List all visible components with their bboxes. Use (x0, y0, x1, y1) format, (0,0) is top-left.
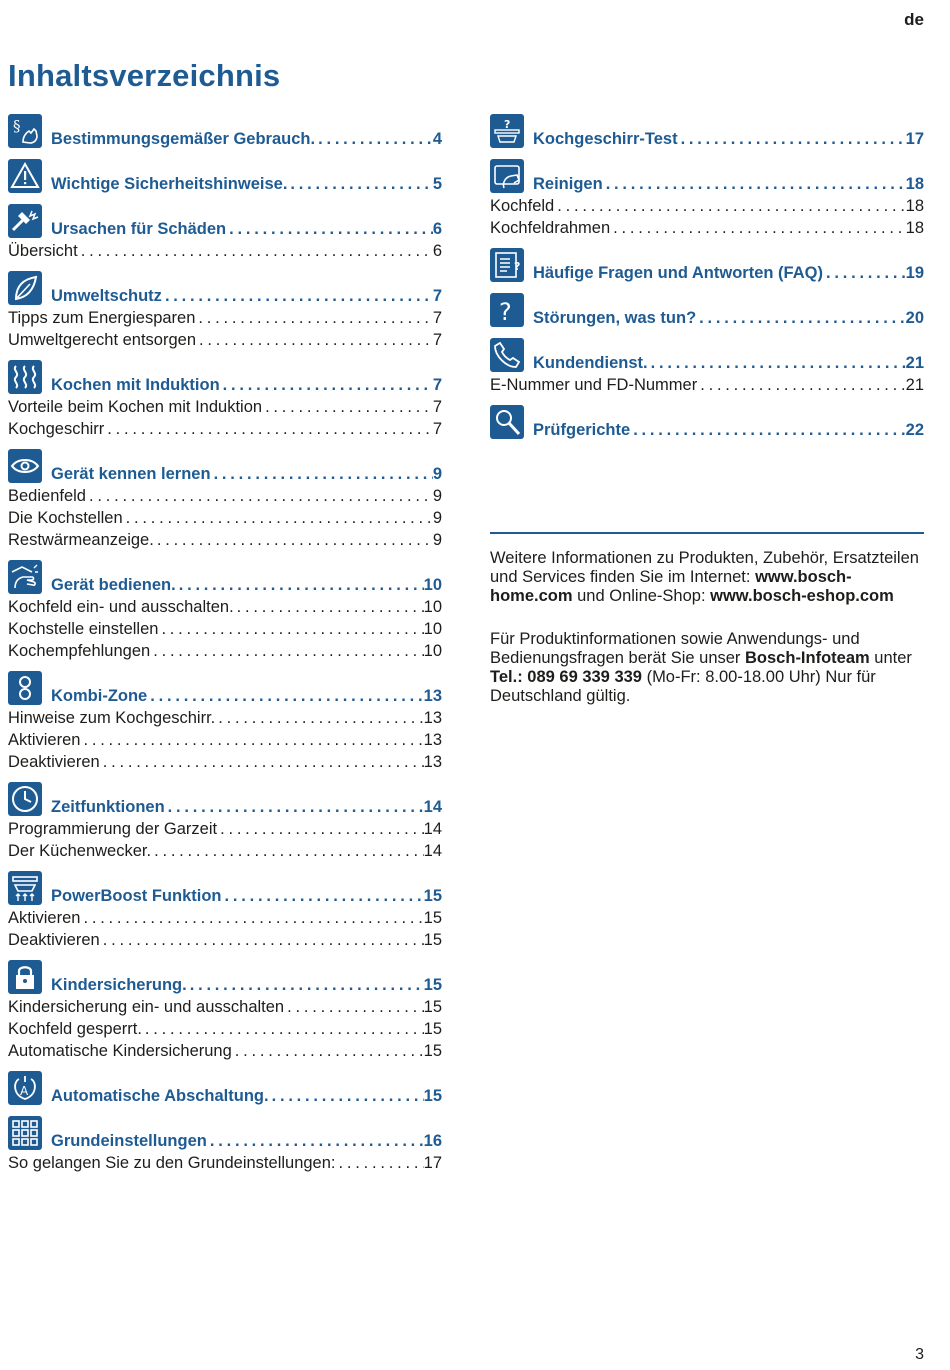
toc-subentry[interactable] (8, 730, 442, 750)
page-ref: 21 (905, 354, 924, 372)
page-ref: 14 (423, 842, 442, 860)
page-ref: 18 (905, 219, 924, 237)
leader-dots (154, 530, 433, 550)
leader-dots (147, 686, 423, 706)
page-ref: 14 (423, 798, 442, 816)
toc-subentry[interactable] (8, 930, 442, 950)
page-ref: 10 (423, 598, 442, 616)
section-title-line[interactable] (51, 286, 442, 306)
page-ref: 10 (423, 620, 442, 638)
leader-dots (284, 997, 424, 1017)
page-ref: 9 (432, 509, 442, 527)
info-under-text: unter (869, 649, 912, 667)
page-ref: 13 (423, 709, 442, 727)
entry-label: Grundeinstellungen (51, 1132, 207, 1150)
toc-subentry[interactable] (8, 397, 442, 417)
hotline-phone: Tel.: 089 69 339 339 (490, 668, 642, 686)
entry-label: Reinigen (533, 175, 603, 193)
page-ref: 9 (432, 487, 442, 505)
lock-icon (8, 960, 42, 994)
entry-label: Deaktivieren (8, 931, 100, 949)
page-ref: 9 (432, 465, 442, 483)
leader-dots (142, 1019, 424, 1039)
page-ref: 19 (905, 264, 924, 282)
page-ref: 15 (423, 1087, 442, 1105)
entry-label: Bedienfeld (8, 487, 86, 505)
info-divider (490, 532, 924, 534)
svg-text:?: ? (504, 118, 511, 131)
auto-off-icon (8, 1071, 42, 1105)
section-hand-icon (8, 114, 42, 148)
section-title-line[interactable] (533, 263, 924, 283)
leader-dots (162, 286, 433, 306)
entry-label: Kochempfehlungen (8, 642, 151, 660)
leader-dots (678, 129, 906, 149)
svg-text:§: § (13, 117, 21, 135)
page-ref: 7 (432, 331, 442, 349)
entry-label: Hinweise zum Kochgeschirr. (8, 709, 216, 727)
leader-dots (158, 619, 423, 639)
info-hours-text: (Mo-Fr: 8.00-18.00 Uhr) Nur für Deutschland gültig. (490, 668, 876, 705)
section-title-line[interactable] (51, 575, 442, 595)
clock-icon (8, 782, 42, 816)
page-ref: 15 (423, 976, 442, 994)
page-ref: 6 (432, 220, 442, 238)
entry-label: Umweltschutz (51, 287, 162, 305)
page-ref: 15 (423, 887, 442, 905)
entry-label: Zeitfunktionen (51, 798, 165, 816)
section-title-line[interactable] (51, 797, 442, 817)
section-title-line[interactable] (51, 129, 442, 149)
entry-label: Prüfgerichte (533, 421, 631, 439)
magnifier-icon (490, 405, 524, 439)
page-ref: 21 (905, 376, 924, 394)
page-ref: 10 (423, 576, 442, 594)
toc-section[interactable] (8, 358, 442, 394)
section-title-line[interactable] (51, 1086, 442, 1106)
entry-label: Aktivieren (8, 909, 81, 927)
entry-label: So gelangen Sie zu den Grundeinstellungen: (8, 1154, 336, 1172)
toc-subentry[interactable] (8, 530, 442, 550)
info-web-text: Weitere Informationen zu Produkten, Zubehör, Ersatzteilen und Services finden Sie im Internet: (490, 549, 919, 586)
entry-label: Aktivieren (8, 731, 81, 749)
toc-section[interactable] (8, 202, 442, 238)
page-title: Inhaltsverzeichnis (8, 58, 281, 93)
leader-dots (603, 174, 906, 194)
svg-text:?: ? (514, 260, 521, 273)
entry-label: Häufige Fragen und Antworten (FAQ) (533, 264, 823, 282)
toc-subentry[interactable] (8, 1041, 442, 1061)
entry-label: Automatische Kindersicherung (8, 1042, 232, 1060)
toc-section[interactable] (8, 269, 442, 305)
toc-subentry[interactable] (8, 708, 442, 728)
bosch-eshop-link[interactable]: www.bosch-eshop.com (710, 587, 894, 605)
page-ref: 16 (423, 1132, 442, 1150)
section-title-line[interactable] (51, 975, 442, 995)
section-title-line[interactable] (51, 219, 442, 239)
leader-dots (195, 308, 432, 328)
grid-settings-icon (8, 1116, 42, 1150)
entry-label: Wichtige Sicherheitshinweise. (51, 175, 288, 193)
page-ref: 4 (432, 130, 442, 148)
info-shop-text: und Online-Shop: (572, 587, 711, 605)
page-ref: 15 (423, 1020, 442, 1038)
section-title-line[interactable] (51, 886, 442, 906)
leader-dots (151, 841, 424, 861)
page-ref: 6 (432, 242, 442, 260)
toc-section[interactable] (8, 558, 442, 594)
section-title-line[interactable] (51, 174, 442, 194)
svg-text:?: ? (499, 298, 512, 325)
toc-subentry[interactable] (8, 486, 442, 506)
leader-dots (211, 464, 433, 484)
leader-dots (150, 641, 423, 661)
leader-dots (86, 486, 433, 506)
entry-label: Programmierung der Garzeit (8, 820, 218, 838)
leader-dots (287, 174, 432, 194)
page-ref: 7 (432, 309, 442, 327)
page-ref: 7 (432, 398, 442, 416)
toc-subentry[interactable] (8, 641, 442, 661)
toc-section[interactable] (8, 157, 442, 193)
leader-dots (176, 575, 424, 595)
entry-label: Deaktivieren (8, 753, 100, 771)
page-ref: 22 (905, 421, 924, 439)
leader-dots (217, 819, 424, 839)
entry-label: Gerät kennen lernen (51, 465, 211, 483)
page-ref: 14 (423, 820, 442, 838)
toc-subentry[interactable] (8, 752, 442, 772)
toc-section[interactable] (490, 336, 924, 372)
section-title-line[interactable] (533, 353, 924, 373)
infoteam-label: Bosch-Infoteam (745, 649, 870, 667)
entry-label: Kindersicherung. (51, 976, 187, 994)
info-hotline-paragraph (490, 630, 930, 706)
entry-label: Kundendienst. (533, 354, 648, 372)
leader-dots (554, 196, 905, 216)
question-mark-icon (490, 293, 524, 327)
toc-subentry[interactable] (8, 1019, 442, 1039)
power-boost-icon (8, 871, 42, 905)
toc-section[interactable] (8, 669, 442, 705)
entry-label: PowerBoost Funktion (51, 887, 222, 905)
entry-label: E-Nummer und FD-Nummer (490, 376, 698, 394)
damage-hammer-icon (8, 204, 42, 238)
leader-dots (315, 129, 433, 149)
page-ref: 18 (905, 197, 924, 215)
section-title-line[interactable] (533, 129, 924, 149)
leader-dots (78, 241, 433, 261)
page-number: 3 (915, 1346, 924, 1363)
info-web-paragraph (490, 549, 930, 606)
eye-icon (8, 449, 42, 483)
leader-dots (123, 508, 433, 528)
entry-label: Ursachen für Schäden (51, 220, 227, 238)
entry-label: Kochstelle einstellen (8, 620, 159, 638)
leader-dots (336, 1153, 424, 1173)
leaf-icon (8, 271, 42, 305)
cookware-test-icon (490, 114, 524, 148)
page-ref: 17 (905, 130, 924, 148)
entry-label: Kochfeld ein- und ausschalten. (8, 598, 234, 616)
page-ref: 15 (423, 931, 442, 949)
entry-label: Kombi-Zone (51, 687, 148, 705)
leader-dots (262, 397, 433, 417)
page-ref: 15 (423, 1042, 442, 1060)
warning-triangle-icon (8, 159, 42, 193)
leader-dots (648, 353, 906, 373)
toc-subentry[interactable] (490, 196, 924, 216)
page-ref: 13 (423, 687, 442, 705)
entry-label: Gerät bedienen. (51, 576, 176, 594)
cleaning-icon (490, 159, 524, 193)
leader-dots (610, 218, 905, 238)
page-ref: 10 (423, 642, 442, 660)
toc-section[interactable] (490, 403, 924, 439)
faq-document-icon (490, 248, 524, 282)
leader-dots (697, 375, 905, 395)
leader-dots (823, 263, 906, 283)
leader-dots (220, 375, 433, 395)
page-ref: 13 (423, 753, 442, 771)
toc-subentry[interactable] (8, 330, 442, 350)
entry-label: Tipps zum Energiesparen (8, 309, 196, 327)
toc-section[interactable] (490, 246, 924, 282)
toc-section[interactable] (8, 869, 442, 905)
leader-dots (226, 219, 433, 239)
bosch-home-link[interactable]: www.bosch-home.com (490, 568, 852, 605)
leader-dots (232, 1041, 424, 1061)
section-title-line[interactable] (533, 174, 924, 194)
entry-label: Bestimmungsgemäßer Gebrauch. (51, 130, 316, 148)
leader-dots (187, 975, 424, 995)
page-ref: 17 (423, 1154, 442, 1172)
entry-label: Kochgeschirr (8, 420, 105, 438)
section-title-line[interactable] (51, 686, 442, 706)
toc-subentry[interactable] (8, 619, 442, 639)
leader-dots (100, 752, 424, 772)
entry-label: Der Küchenwecker. (8, 842, 152, 860)
toc-subentry[interactable] (8, 908, 442, 928)
section-title-line[interactable] (51, 1131, 442, 1151)
leader-dots (207, 1131, 424, 1151)
leader-dots (104, 419, 433, 439)
leader-dots (80, 908, 423, 928)
toc-subentry[interactable] (8, 819, 442, 839)
leader-dots (215, 708, 423, 728)
page-ref: 7 (432, 287, 442, 305)
svg-text:A: A (20, 1084, 29, 1098)
toc-subentry[interactable] (8, 997, 442, 1017)
page-ref: 20 (905, 309, 924, 327)
toc-subentry[interactable] (8, 508, 442, 528)
leader-dots (234, 597, 424, 617)
toc-subentry[interactable] (490, 218, 924, 238)
leader-dots (196, 330, 433, 350)
section-title-line[interactable] (533, 308, 924, 328)
hand-operating-icon (8, 560, 42, 594)
toc-section[interactable] (8, 1069, 442, 1105)
toc-section[interactable] (8, 112, 442, 148)
entry-label: Kochfeldrahmen (490, 219, 611, 237)
page-ref: 7 (432, 420, 442, 438)
page-ref: 18 (905, 175, 924, 193)
toc-section[interactable] (8, 447, 442, 483)
leader-dots (165, 797, 424, 817)
entry-label: Automatische Abschaltung. (51, 1087, 269, 1105)
section-title-line[interactable] (533, 420, 924, 440)
induction-coil-icon (8, 360, 42, 394)
phone-icon (490, 338, 524, 372)
leader-dots (269, 1086, 424, 1106)
entry-label: Umweltgerecht entsorgen (8, 331, 197, 349)
toc-subentry[interactable] (8, 1153, 442, 1173)
toc-section[interactable] (8, 780, 442, 816)
language-code: de (904, 10, 924, 29)
leader-dots (630, 420, 905, 440)
toc-subentry[interactable] (8, 241, 442, 261)
entry-label: Kochfeld (490, 197, 555, 215)
info-hotline-text: Für Produktinformationen sowie Anwendungs- und Bedienungsfragen berät Sie unser (490, 630, 860, 667)
entry-label: Kochen mit Induktion (51, 376, 220, 394)
entry-label: Kochfeld gesperrt. (8, 1020, 142, 1038)
page-ref: 9 (432, 531, 442, 549)
entry-label: Die Kochstellen (8, 509, 123, 527)
toc-subentry[interactable] (490, 375, 924, 395)
entry-label: Übersicht (8, 242, 78, 260)
page-ref: 5 (432, 175, 442, 193)
toc-section[interactable] (8, 1114, 442, 1150)
toc-section[interactable] (490, 112, 924, 148)
toc-subentry[interactable] (8, 597, 442, 617)
page-ref: 15 (423, 998, 442, 1016)
leader-dots (80, 730, 423, 750)
entry-label: Störungen, was tun? (533, 309, 697, 327)
section-title-line[interactable] (51, 464, 442, 484)
toc-subentry[interactable] (8, 419, 442, 439)
toc-section[interactable] (490, 291, 924, 327)
entry-label: Restwärmeanzeige. (8, 531, 154, 549)
entry-label: Kindersicherung ein- und ausschalten (8, 998, 285, 1016)
page-ref: 15 (423, 909, 442, 927)
leader-dots (222, 886, 424, 906)
leader-dots (100, 930, 424, 950)
toc-subentry[interactable] (8, 841, 442, 861)
combi-zone-icon (8, 671, 42, 705)
section-title-line[interactable] (51, 375, 442, 395)
toc-subentry[interactable] (8, 308, 442, 328)
page-ref: 13 (423, 731, 442, 749)
toc-section[interactable] (490, 157, 924, 193)
page-ref: 7 (432, 376, 442, 394)
entry-label: Vorteile beim Kochen mit Induktion (8, 398, 263, 416)
leader-dots (696, 308, 905, 328)
entry-label: Kochgeschirr-Test (533, 130, 678, 148)
toc-section[interactable] (8, 958, 442, 994)
